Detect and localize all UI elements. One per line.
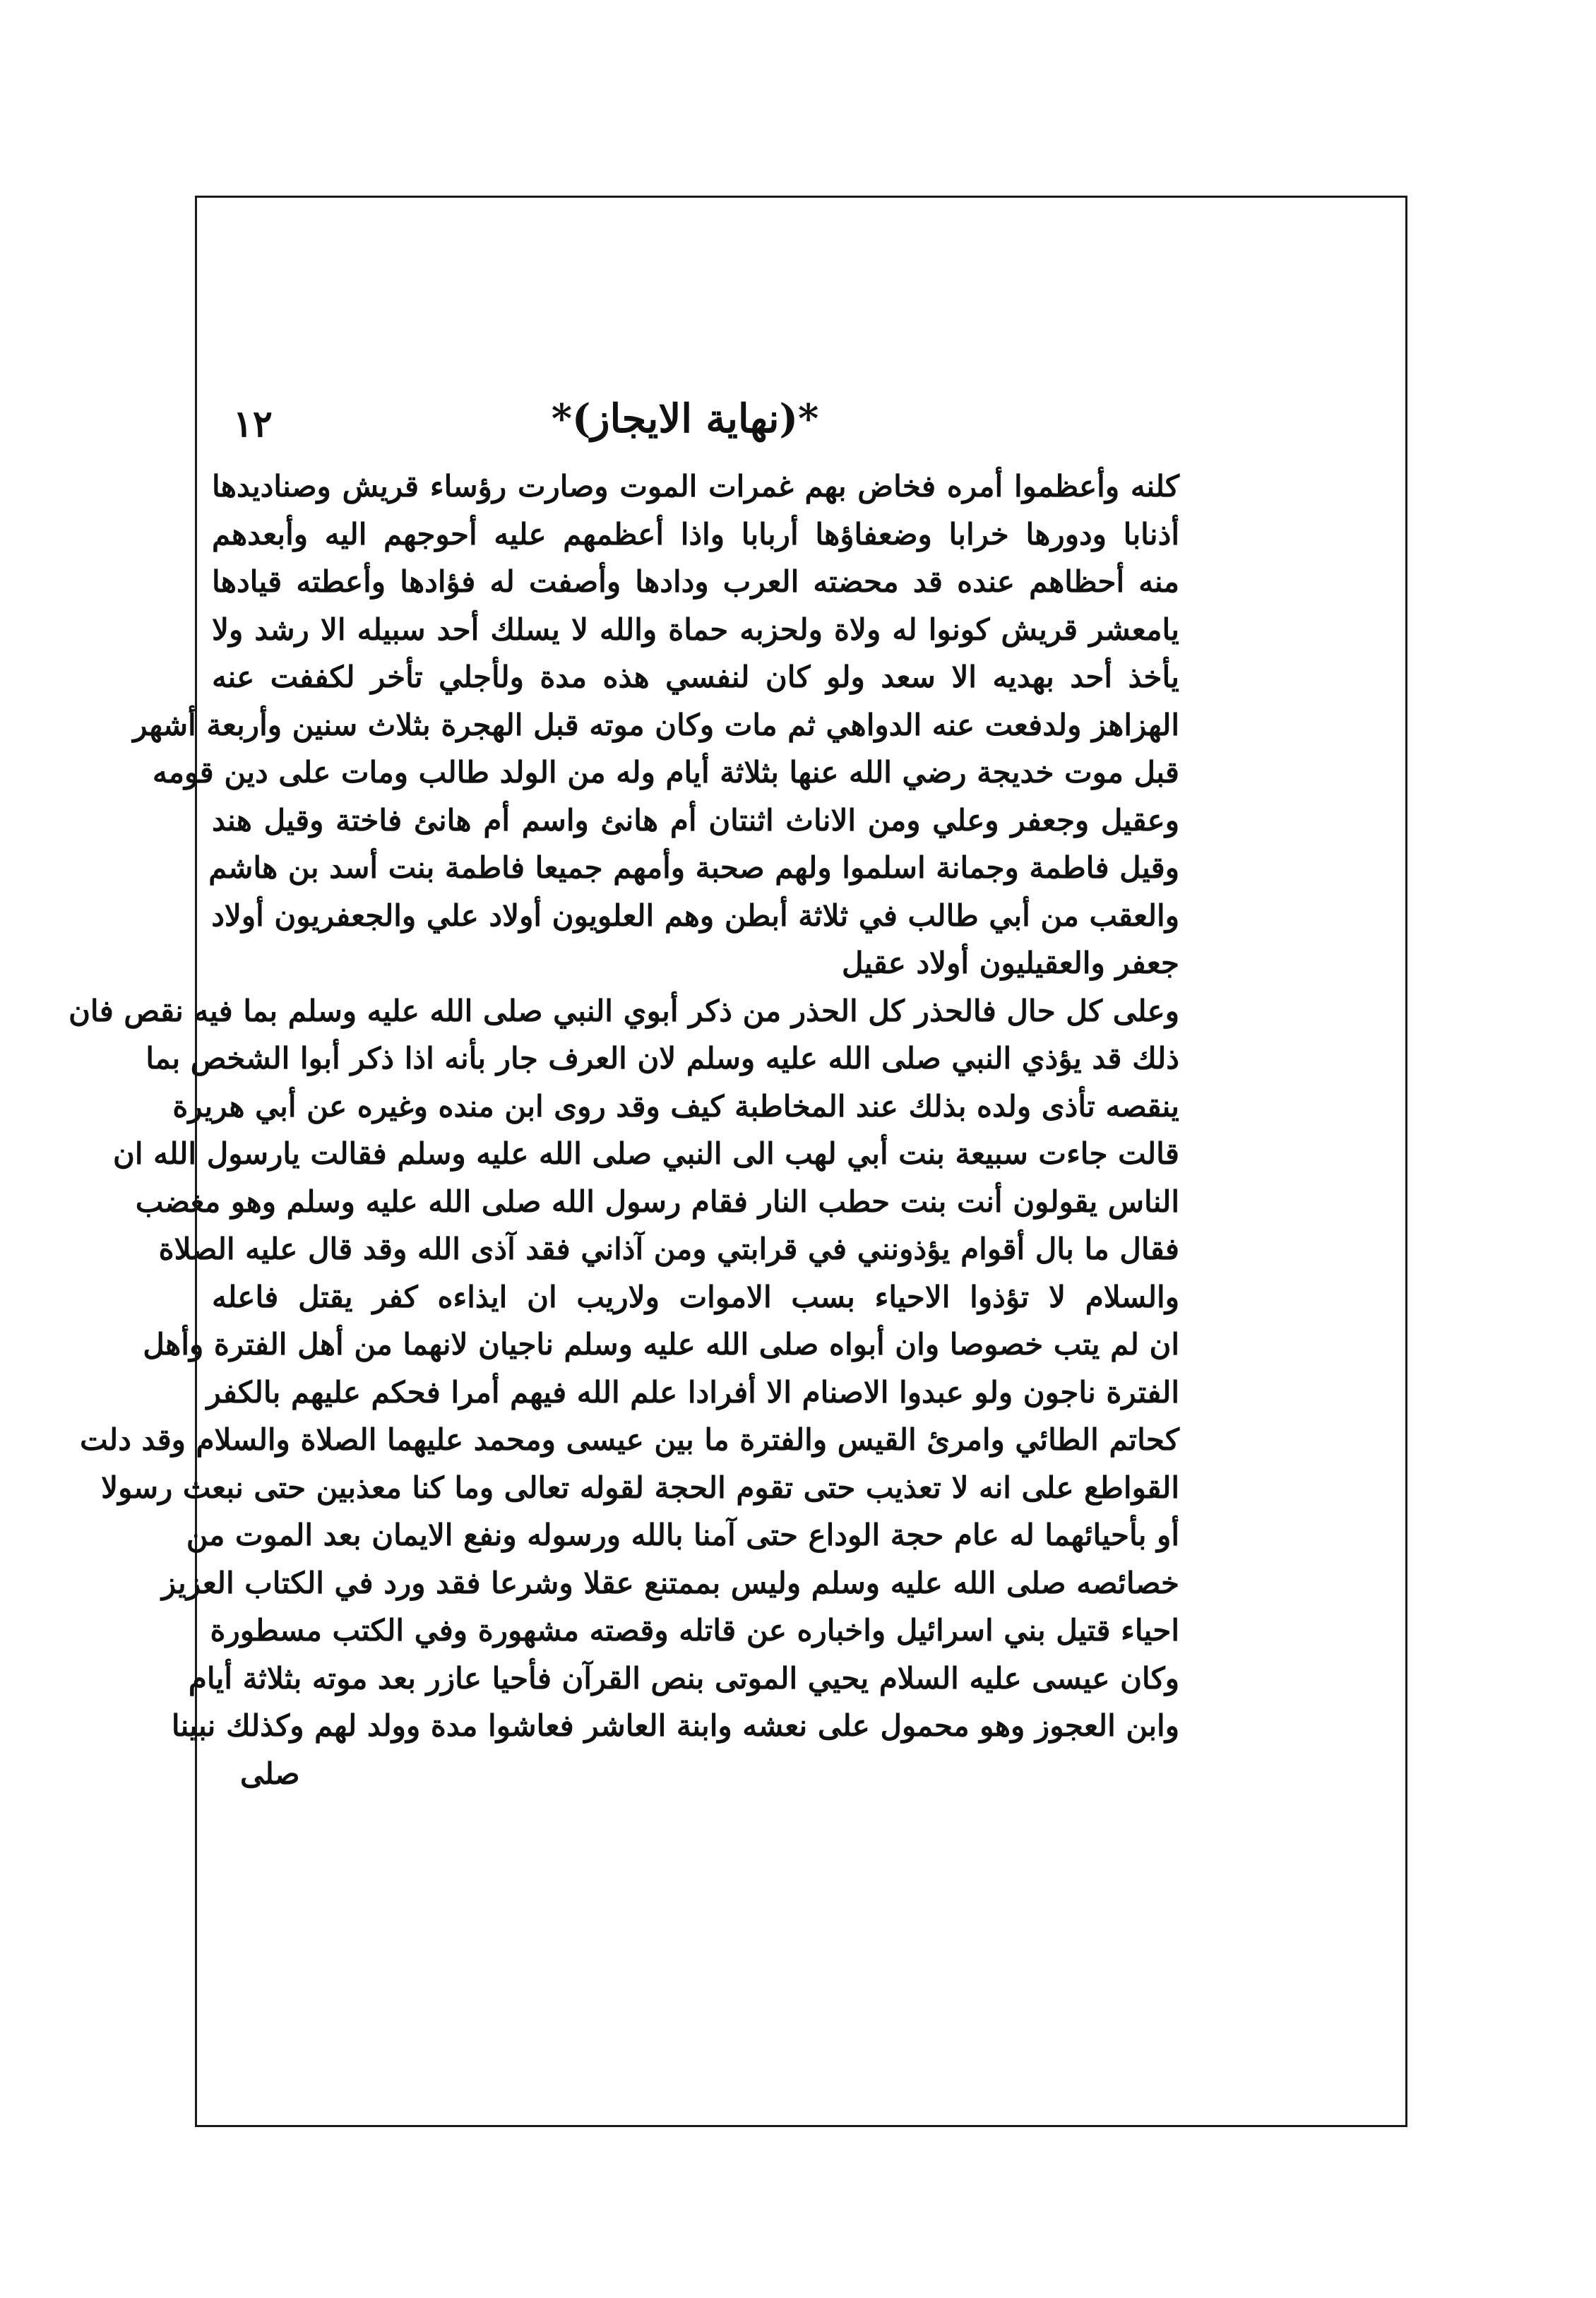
catchword: صلى [240,1756,300,1791]
text-line: كحاتم الطائي وامرئ القيس والفترة ما بين عيسى ومحمد عليهما الصلاة والسلام وقد دلت [80,1422,1179,1457]
text-line: أو بأحيائهما له عام حجة الوداع حتى آمنا بالله ورسوله ونفع الايمان بعد الموت من [186,1518,1179,1552]
text-body [69,463,1179,1797]
text-line: فقال ما بال أقوام يؤذونني في قرابتي ومن آذاني فقد آذى الله وقد قال عليه الصلاة [158,1232,1179,1266]
text-line: القواطع على انه لا تعذيب حتى تقوم الحجة لقوله تعالى وما كنا معذبين حتى نبعث رسولا [101,1470,1179,1505]
text-line: وقيل فاطمة وجمانة اسلموا ولهم صحبة وأمهم جميعا فاطمة بنت أسد بن هاشم [208,850,1179,885]
text-line: منه أحظاهم عنده قد محضته العرب ودادها وأصفت له فؤادها وأعطته قيادها [212,564,1179,599]
text-line: والسلام لا تؤذوا الاحياء بسب الاموات ولاريب ان ايذاءه كفر يقتل فاعله [212,1279,1179,1314]
text-line: أذنابا ودورها خرابا وضعفاؤها أربابا واذا أعظمهم عليه أحوجهم اليه وأبعدهم [212,516,1179,552]
text-line: وعقيل وجعفر وعلي ومن الاناث اثنتان أم هانئ واسم أم هانئ فاختة وقيل هند [212,802,1179,838]
text-line: جعفر والعقيليون أولاد عقيل [842,946,1179,980]
text-line: وابن العجوز وهو محمول على نعشه وابنة العاشر فعاشوا مدة وولد لهم وكذلك نبينا [171,1708,1179,1743]
text-line: قبل موت خديجة رضي الله عنها بثلاثة أيام وله من الولد طالب ومات على دين قومه [152,755,1179,790]
text-line: ان لم يتب خصوصا وان أبواه صلى الله عليه وسلم ناجيان لانهما من أهل الفترة وأهل [143,1327,1179,1362]
text-line: يأخذ أحد بهديه الا سعد ولو كان لنفسي هذه مدة ولأجلي تأخر لكففت عنه [212,660,1179,694]
page-number: ١٢ [233,403,273,446]
text-line: وكان عيسى عليه السلام يحيي الموتى بنص القرآن فأحيا عازر بعد موته بثلاثة أيام [188,1660,1179,1696]
page-header [233,395,1172,466]
text-line: احياء قتيل بني اسرائيل واخباره عن قاتله وقصته مشهورة وفي الكتب مسطورة [210,1613,1179,1648]
text-line: ذلك قد يؤذي النبي صلى الله عليه وسلم لان العرف جار بأنه اذا ذكر أبوا الشخص بما [145,1041,1179,1076]
text-line: كلنه وأعظموا أمره فخاض بهم غمرات الموت وصارت رؤساء قريش وصناديدها [212,469,1179,504]
text-line: وعلى كل حال فالحذر كل الحذر من ذكر أبوي النبي صلى الله عليه وسلم بما فيه نقص فان [69,993,1179,1028]
text-line: الهزاهز ولدفعت عنه الدواهي ثم مات وكان موته قبل الهجرة بثلاث سنين وأربعة أشهر [133,707,1179,742]
text-line: ينقصه تأذى ولده بذلك عند المخاطبة كيف وقد روى ابن منده وغيره عن أبي هريرة [172,1088,1179,1124]
text-line: خصائصه صلى الله عليه وسلم وليس بممتنع عقلا وشرعا فقد ورد في الكتاب العزيز [161,1565,1179,1600]
running-title: *(نهاية الايجاز)* [551,395,819,442]
text-line: والعقب من أبي طالب في ثلاثة أبطن وهم العلويون أولاد علي والجعفريون أولاد [211,898,1179,933]
text-line: الفترة ناجون ولو عبدوا الاصنام الا أفرادا علم الله فيهم أمرا فحكم عليهم بالكفر [206,1374,1179,1410]
text-line: قالت جاءت سبيعة بنت أبي لهب الى النبي صلى الله عليه وسلم فقالت يارسول الله ان [113,1136,1179,1171]
text-line: يامعشر قريش كونوا له ولاة ولحزبه حماة والله لا يسلك أحد سبيله الا رشد ولا [212,612,1179,647]
text-line: الناس يقولون أنت بنت حطب النار فقام رسول الله صلى الله عليه وسلم وهو مغضب [135,1184,1179,1219]
